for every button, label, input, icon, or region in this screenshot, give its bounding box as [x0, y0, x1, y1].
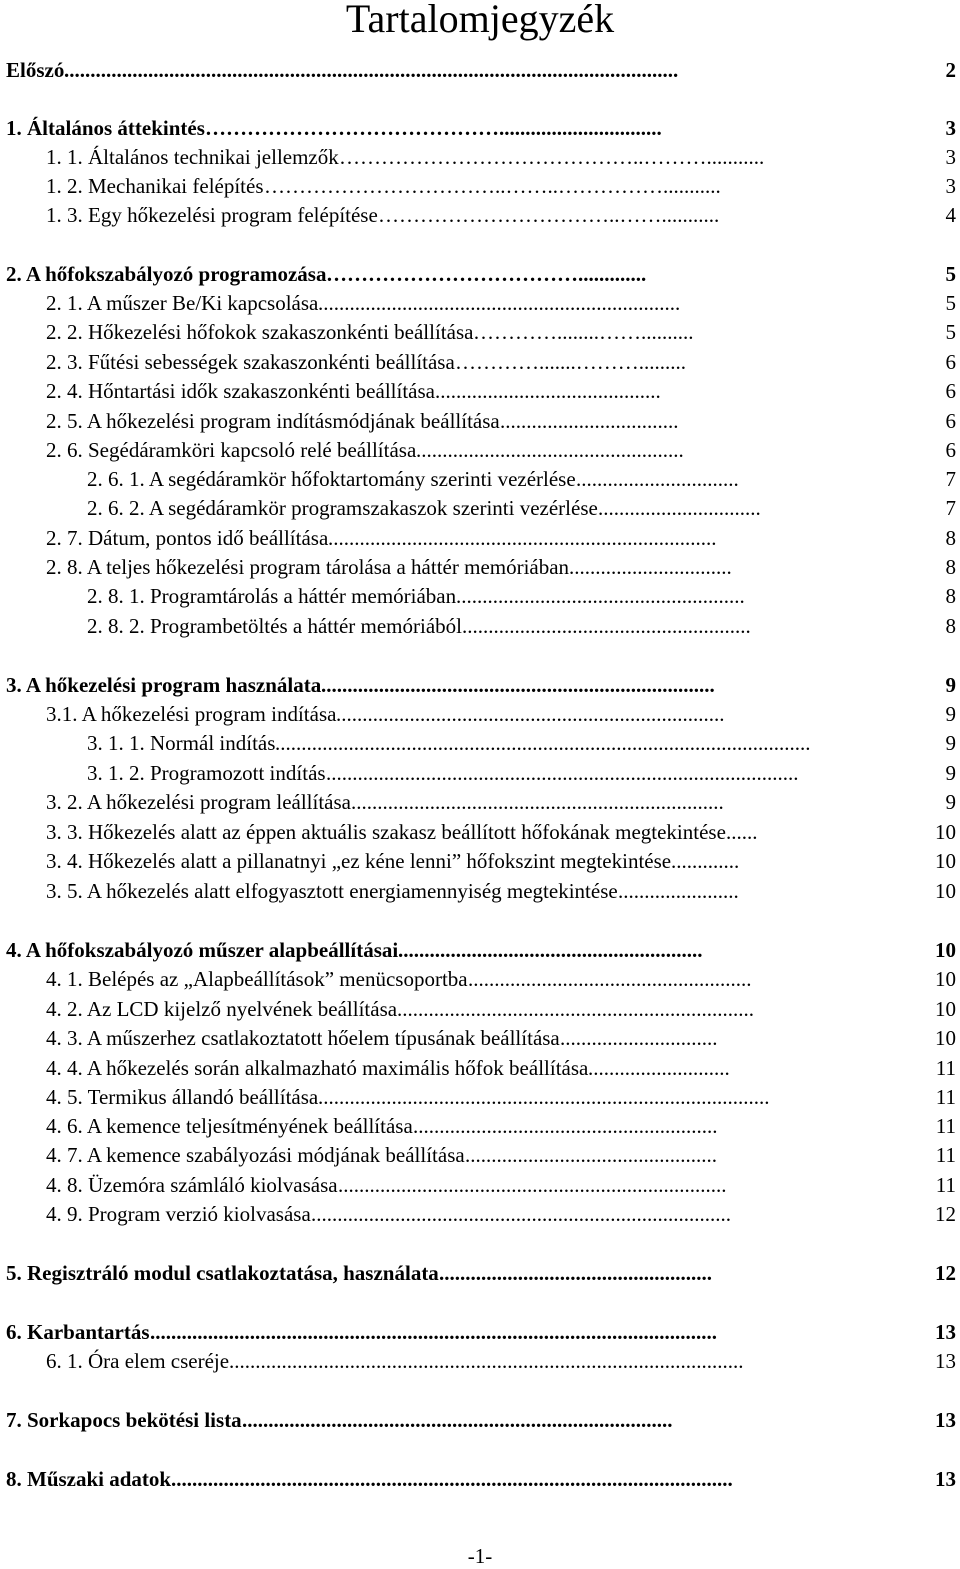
toc-entry[interactable]: [0, 1024, 960, 1053]
toc-entry-title: 1. 2. Mechanikai felépítés: [46, 174, 264, 198]
toc-entry-title: 4. 2. Az LCD kijelző nyelvének beállítása: [46, 997, 398, 1021]
toc-page-number: 3: [945, 145, 956, 169]
toc-entry-title: 2. 7. Dátum, pontos idő beállítása: [46, 526, 329, 550]
toc-entry[interactable]: [0, 172, 960, 201]
toc-page-number: 11: [935, 1085, 956, 1109]
toc-entry[interactable]: [0, 377, 960, 406]
toc-entry-title: 2. 8. A teljes hőkezelési program tárolása a háttér memóriában: [46, 555, 570, 579]
toc-page-number: 3: [945, 116, 956, 140]
toc-leader-dots: ..........................................................: [398, 938, 703, 962]
toc-leader-dots: ...........................: [588, 1056, 730, 1080]
toc-entry-title: 4. 6. A kemence teljesítményének beállítása: [46, 1114, 413, 1138]
toc-entry[interactable]: [0, 1083, 960, 1112]
toc-leader-dots: …………........……..........: [473, 320, 694, 344]
toc-entry-title: 2. A hőfokszabályozó programozása: [6, 262, 327, 286]
toc-leader-dots: ..........................................................................: [338, 1173, 727, 1197]
toc-leader-dots: .......................: [618, 879, 739, 903]
toc-entry-title: 3. 3. Hőkezelés alatt az éppen aktuális szakasz beállított hőfokának megtekintése: [46, 820, 726, 844]
toc-page-number: 13: [935, 1349, 956, 1373]
toc-entry[interactable]: [0, 671, 960, 700]
toc-leader-dots: .......................................................................: [351, 790, 724, 814]
toc-entry[interactable]: [0, 114, 960, 143]
toc-leader-dots: ……………………………………...............................: [205, 116, 662, 140]
toc-leader-dots: ...............................: [576, 467, 739, 491]
toc-page-number: 5: [945, 320, 956, 344]
toc-entry[interactable]: [0, 1141, 960, 1170]
toc-page-number: 8: [945, 614, 956, 638]
toc-entry[interactable]: [0, 729, 960, 758]
toc-leader-dots: .....................................................................................................................: [64, 58, 679, 82]
toc-entry-title: 2. 2. Hőkezelési hőfokok szakaszonkénti beállítása: [46, 320, 474, 344]
toc-entry[interactable]: [0, 936, 960, 965]
toc-entry[interactable]: [0, 260, 960, 289]
toc-entry-title: 4. 7. A kemence szabályozási módjának beállítása: [46, 1143, 465, 1167]
toc-leader-dots: ……………………………………..………...........: [339, 145, 765, 169]
toc-leader-dots: ...............................: [598, 496, 761, 520]
toc-leader-dots: .............: [671, 849, 740, 873]
toc-page-number: 11: [935, 1056, 956, 1080]
toc-page-number: 3: [945, 174, 956, 198]
toc-leader-dots: ..........................................................................: [336, 702, 725, 726]
toc-leader-dots: ……………………………..……...........: [378, 203, 720, 227]
toc-page-number: 10: [935, 967, 956, 991]
toc-entry[interactable]: [0, 289, 960, 318]
toc-page-number: 10: [935, 820, 956, 844]
toc-entry-title: 6. Karbantartás: [6, 1320, 150, 1344]
toc-entry[interactable]: [0, 995, 960, 1024]
toc-leader-dots: ...........................................: [435, 379, 661, 403]
toc-entry-title: 2. 8. 1. Programtárolás a háttér memóriában: [87, 584, 457, 608]
toc-page-number: 2: [945, 58, 956, 82]
toc-entry-title: 7. Sorkapocs bekötési lista: [6, 1408, 242, 1432]
toc-entry[interactable]: [0, 1406, 960, 1435]
toc-entry[interactable]: [0, 494, 960, 523]
toc-page-number: 10: [935, 1026, 956, 1050]
toc-page-number: 6: [945, 379, 956, 403]
toc-page-number: 13: [935, 1408, 956, 1432]
toc-leader-dots: ......................................................: [468, 967, 752, 991]
toc-leader-dots: ...............................: [569, 555, 732, 579]
toc-page-number: 10: [935, 938, 956, 962]
toc-entry[interactable]: [0, 759, 960, 788]
toc-leader-dots: ..........................................................: [413, 1114, 718, 1138]
toc-entry[interactable]: [0, 318, 960, 347]
toc-entry-title: 3.1. A hőkezelési program indítása: [46, 702, 337, 726]
page-title: Tartalomjegyzék: [345, 0, 615, 41]
toc-entry[interactable]: [0, 1347, 960, 1376]
toc-leader-dots: ................................................: [465, 1143, 717, 1167]
toc-entry-title: 6. 1. Óra elem cseréje: [46, 1349, 230, 1373]
toc-page-number: 12: [935, 1261, 956, 1285]
toc-entry-title: 8. Műszaki adatok: [6, 1467, 172, 1491]
toc-entry-title: 3. 5. A hőkezelés alatt elfogyasztott energiamennyiség megtekintése: [46, 879, 618, 903]
toc-leader-dots: ......................................................................................: [318, 1085, 770, 1109]
toc-page-number: 8: [945, 584, 956, 608]
toc-page-number: 10: [935, 849, 956, 873]
toc-entry-title: 1. 1. Általános technikai jellemzők: [46, 145, 339, 169]
toc-entry[interactable]: [0, 1259, 960, 1288]
toc-leader-dots: ....................................................: [439, 1261, 712, 1285]
toc-entry-title: 2. 5. A hőkezelési program indításmódjának beállítása: [46, 409, 500, 433]
toc-page-number: 9: [945, 702, 956, 726]
toc-leader-dots: ..................................................................................: [242, 1408, 673, 1432]
toc-leader-dots: ............................................................................................................: [150, 1320, 717, 1344]
toc-page-number: 9: [945, 761, 956, 785]
toc-page-number: 9: [945, 673, 956, 697]
toc-entry-title: 4. 8. Üzemóra számláló kiolvasása: [46, 1173, 338, 1197]
toc-entry-title: 4. 4. A hőkezelés során alkalmazható maximális hőfok beállítása: [46, 1056, 589, 1080]
toc-entry-title: 2. 6. Segédáramköri kapcsoló relé beállítása: [46, 438, 417, 462]
toc-entry-title: 2. 4. Hőntartási idők szakaszonkénti beállítása: [46, 379, 435, 403]
toc-leader-dots: .......................................................: [456, 584, 745, 608]
toc-entry-title: 4. 1. Belépés az „Alapbeállítások” menücsoportba: [46, 967, 468, 991]
toc-leader-dots: ......: [726, 820, 758, 844]
toc-entry-title: 5. Regisztráló modul csatlakoztatása, használata: [6, 1261, 439, 1285]
toc-page-number: 6: [945, 409, 956, 433]
toc-entry[interactable]: [0, 612, 960, 641]
toc-leader-dots: ………….......……….........: [455, 350, 686, 374]
toc-entry[interactable]: [0, 700, 960, 729]
toc-entry[interactable]: [0, 524, 960, 553]
toc-page-number: 13: [935, 1320, 956, 1344]
toc-leader-dots: ..............................: [560, 1026, 718, 1050]
toc-page-number: 10: [935, 997, 956, 1021]
toc-entry[interactable]: [0, 818, 960, 847]
toc-entry[interactable]: [0, 582, 960, 611]
toc-page-number: 7: [945, 467, 956, 491]
toc-entry-title: 3. 4. Hőkezelés alatt a pillanatnyi „ez kéne lenni” hőfokszint megtekintése: [46, 849, 672, 873]
toc-entry-title: 3. A hőkezelési program használata: [6, 673, 322, 697]
page-number: -1-: [467, 1544, 493, 1568]
toc-entry[interactable]: [0, 965, 960, 994]
toc-leader-dots: ...........................................................................................................: [171, 1467, 733, 1491]
toc-leader-dots: .......................................................: [462, 614, 751, 638]
toc-entry[interactable]: [0, 877, 960, 906]
toc-entry[interactable]: [0, 1112, 960, 1141]
toc-entry[interactable]: [0, 1200, 960, 1229]
toc-entry[interactable]: [0, 788, 960, 817]
toc-entry-title: 4. 9. Program verzió kiolvasása: [46, 1202, 311, 1226]
toc-entry[interactable]: [0, 348, 960, 377]
toc-entry[interactable]: [0, 201, 960, 230]
toc-entry-title: Előszó: [6, 58, 65, 82]
toc-entry[interactable]: [0, 1465, 960, 1494]
toc-entry[interactable]: [0, 465, 960, 494]
toc-page-number: 9: [945, 731, 956, 755]
toc-entry-title: 1. 3. Egy hőkezelési program felépítése: [46, 203, 378, 227]
toc-entry[interactable]: [0, 143, 960, 172]
toc-leader-dots: .....................................................................: [318, 291, 681, 315]
toc-entry-title: 1. Általános áttekintés: [6, 116, 205, 140]
toc-page-number: 8: [945, 526, 956, 550]
toc-page-number: 6: [945, 350, 956, 374]
toc-entry-title: 2. 1. A műszer Be/Ki kapcsolása: [46, 291, 319, 315]
toc-page-number: 5: [945, 291, 956, 315]
toc-entry[interactable]: [0, 407, 960, 436]
toc-leader-dots: ..................................................................................................: [229, 1349, 744, 1373]
toc-entry-title: 2. 6. 2. A segédáramkör programszakaszok szerinti vezérlése: [87, 496, 598, 520]
toc-entry[interactable]: [0, 436, 960, 465]
toc-page-number: 11: [935, 1114, 956, 1138]
toc-page-number: 13: [935, 1467, 956, 1491]
toc-page-number: 4: [945, 203, 956, 227]
toc-leader-dots: ……………………………..……..……………...........: [264, 174, 721, 198]
toc-entry-title: 3. 2. A hőkezelési program leállítása: [46, 790, 351, 814]
toc-leader-dots: ..........................................................................................: [326, 761, 799, 785]
toc-entry-title: 2. 6. 1. A segédáramkör hőfoktartomány szerinti vezérlése: [87, 467, 576, 491]
toc-entry-title: 3. 1. 2. Programozott indítás: [87, 761, 326, 785]
toc-entry-title: 2. 8. 2. Programbetöltés a háttér memóriából: [87, 614, 462, 638]
toc-entry[interactable]: [0, 847, 960, 876]
toc-entry[interactable]: [0, 553, 960, 582]
toc-page-number: 9: [945, 790, 956, 814]
toc-leader-dots: ......................................................................................................: [275, 731, 811, 755]
toc-entry-title: 4. 5. Termikus állandó beállítása: [46, 1085, 319, 1109]
toc-entry[interactable]: [0, 56, 960, 85]
toc-page-number: 5: [945, 262, 956, 286]
toc-entry[interactable]: [0, 1171, 960, 1200]
toc-page-number: 10: [935, 879, 956, 903]
toc-page-number: 8: [945, 555, 956, 579]
toc-entry-title: 4. A hőfokszabályozó műszer alapbeállításai: [6, 938, 399, 962]
toc-page-number: 11: [935, 1173, 956, 1197]
toc-page-number: 7: [945, 496, 956, 520]
toc-leader-dots: ....................................................................: [397, 997, 754, 1021]
toc-entry[interactable]: [0, 1054, 960, 1083]
toc-leader-dots: ...................................................: [416, 438, 684, 462]
toc-leader-dots: ................................................................................: [311, 1202, 731, 1226]
toc-entry-title: 4. 3. A műszerhez csatlakoztatott hőelem típusának beállítása: [46, 1026, 560, 1050]
toc-entry[interactable]: [0, 1318, 960, 1347]
toc-entry-title: 3. 1. 1. Normál indítás: [87, 731, 276, 755]
toc-entry-title: 2. 3. Fűtési sebességek szakaszonkénti beállítása: [46, 350, 455, 374]
toc-leader-dots: ..........................................................................: [328, 526, 717, 550]
toc-leader-dots: ……………………………….............: [326, 262, 647, 286]
toc-page-number: 12: [935, 1202, 956, 1226]
toc-leader-dots: ..................................: [500, 409, 679, 433]
toc-page-number: 6: [945, 438, 956, 462]
toc-page-number: 11: [935, 1143, 956, 1167]
toc-leader-dots: ...........................................................................: [321, 673, 715, 697]
